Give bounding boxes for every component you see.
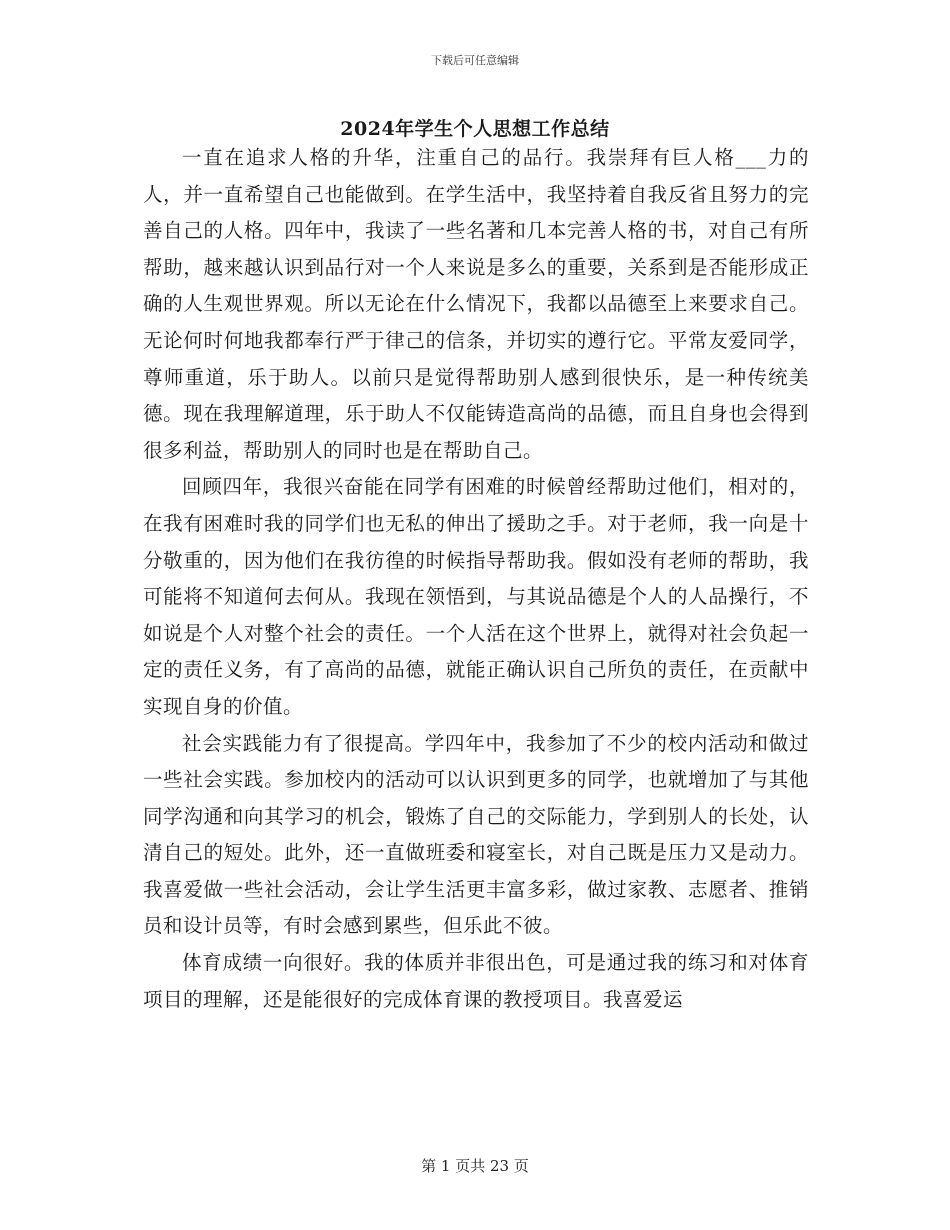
document-title: 2024年学生个人思想工作总结 bbox=[340, 118, 610, 140]
paragraph-character: 一直在追求人格的升华，注重自己的品行。我崇拜有巨人格___力的人，并一直希望自己也能做到。在学生活中，我坚持着自我反省且努力的完善自己的人格。四年中，我读了一些名著和几本完善人格的书，对自己有所帮助，越来越认识到品行对一个人来说是多么的重要，关系到是否能形成正确的人生观世界观。所以无论在什么情况下，我都以品德至上来要求自己。无论何时何地我都奉行严于律己的信条，并切实的遵行它。平常友爱同学，尊师重道，乐于助人。以前只是觉得帮助别人感到很快乐，是一种传统美德。现在我理解道理，乐于助人不仅能铸造高尚的品德，而且自身也会得到很多利益，帮助别人的同时也是在帮助自己。 bbox=[143, 146, 809, 462]
paragraph-sports: 体育成绩一向很好。我的体质并非很出色，可是通过我的练习和对体育项目的理解，还是能很好的完成体育课的教授项目。我喜爱运 bbox=[143, 951, 809, 1011]
document-body bbox=[143, 140, 809, 1018]
page-header-note: 下载后可任意编辑 bbox=[431, 54, 519, 67]
paragraph-social-practice: 社会实践能力有了很提高。学四年中，我参加了不少的校内活动和做过一些社会实践。参加校内的活动可以认识到更多的同学，也就增加了与其他同学沟通和向其学习的机会，锻炼了自己的交际能力，学到别人的长处，认清自己的短处。此外，还一直做班委和寝室长，对自己既是压力又是动力。我喜爱做一些社会活动，会让学生活更丰富多彩，做过家教、志愿者、推销员和设计员等，有时会感到累些，但乐此不彼。 bbox=[143, 731, 809, 938]
page-number: 第 1 页共 23 页 bbox=[421, 1157, 529, 1175]
paragraph-review: 回顾四年，我很兴奋能在同学有困难的时候曾经帮助过他们，相对的，在我有困难时我的同学们也无私的伸出了援助之手。对于老师，我一向是十分敬重的，因为他们在我彷徨的时候指导帮助我。假如没有老师的帮助，我可能将不知道何去何从。我现在领悟到，与其说品德是个人的人品操行，不如说是个人对整个社会的责任。一个人活在这个世界上，就得对社会负起一定的责任义务，有了高尚的品德，就能正确认识自己所负的责任，在贡献中实现自身的价值。 bbox=[143, 475, 809, 718]
